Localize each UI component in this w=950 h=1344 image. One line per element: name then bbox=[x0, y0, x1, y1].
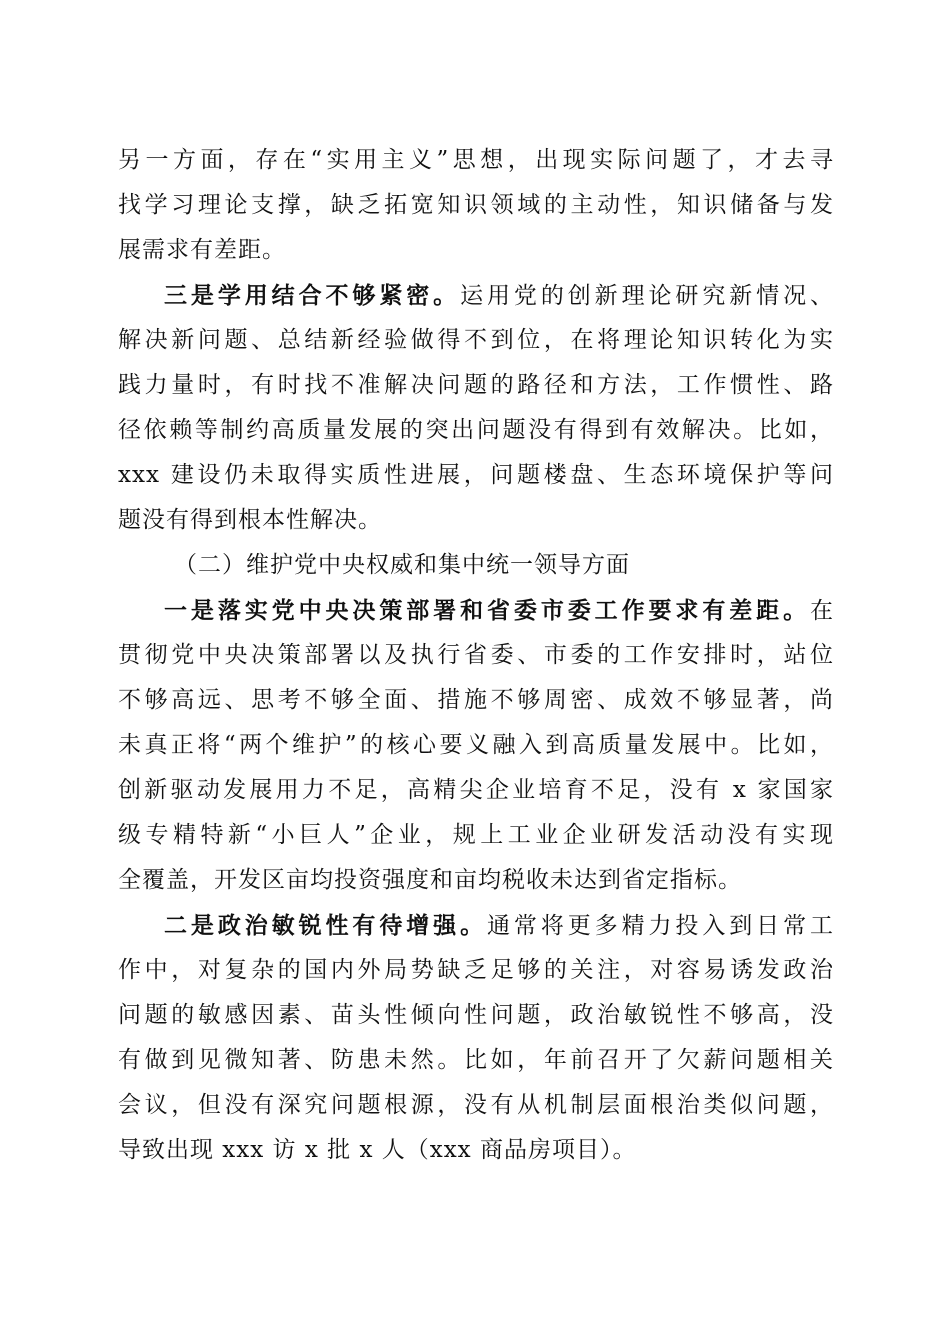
paragraph-line: 径依赖等制约高质量发展的突出问题没有得到有效解决。比如， bbox=[118, 417, 834, 443]
paragraph-first-line bbox=[118, 273, 834, 318]
paragraph-text: 在 bbox=[810, 598, 834, 624]
paragraph-line: 级专精特新“小巨人”企业，规上工业企业研发活动没有实现 bbox=[118, 822, 834, 848]
paragraph-line: 不够高远、思考不够全面、措施不够周密、成效不够显著，尚 bbox=[118, 687, 834, 713]
paragraph-first-line bbox=[118, 588, 834, 633]
paragraph-line: 题没有得到根本性解决。 bbox=[118, 507, 382, 533]
paragraph-line: 问题的敏感因素、苗头性倾向性问题，政治敏锐性不够高，没 bbox=[118, 1002, 834, 1028]
paragraph-line: 解决新问题、总结新经验做得不到位，在将理论知识转化为实 bbox=[118, 327, 834, 353]
paragraph-line: 展需求有差距。 bbox=[118, 237, 286, 263]
paragraph-line: 贯彻党中央决策部署以及执行省委、市委的工作安排时，站位 bbox=[118, 642, 834, 668]
section-heading: （二）维护党中央权威和集中统一领导方面 bbox=[174, 552, 630, 578]
paragraph-line: 践力量时，有时找不准解决问题的路径和方法，工作惯性、路 bbox=[118, 372, 834, 398]
paragraph-line: 作中，对复杂的国内外局势缺乏足够的关注，对容易诱发政治 bbox=[118, 957, 834, 983]
paragraph-lead: 三是学用结合不够紧密。 bbox=[164, 282, 461, 309]
paragraph-line: 导致出现 xxx 访 x 批 x 人（xxx 商品房项目）。 bbox=[118, 1137, 637, 1163]
paragraph-text: 通常将更多精力投入到日常工 bbox=[487, 913, 835, 939]
paragraph-line: 有做到见微知著、防患未然。比如，年前召开了欠薪问题相关 bbox=[118, 1047, 834, 1073]
paragraph-line: 全覆盖，开发区亩均投资强度和亩均税收未达到省定指标。 bbox=[118, 867, 742, 893]
paragraph-line: 创新驱动发展用力不足，高精尖企业培育不足，没有 x 家国家 bbox=[118, 777, 834, 803]
document-body bbox=[118, 138, 834, 1173]
paragraph-line: 会议，但没有深究问题根源，没有从机制层面根治类似问题， bbox=[118, 1092, 834, 1118]
paragraph-line: 未真正将“两个维护”的核心要义融入到高质量发展中。比如， bbox=[118, 732, 834, 758]
paragraph-lead: 二是政治敏锐性有待增强。 bbox=[164, 912, 487, 939]
paragraph-line: xxx 建设仍未取得实质性进展，问题楼盘、生态环境保护等问 bbox=[118, 462, 834, 488]
paragraph-text: 运用党的创新理论研究新情况、 bbox=[460, 283, 835, 309]
paragraph-lead: 一是落实党中央决策部署和省委市委工作要求有差距。 bbox=[164, 597, 810, 624]
paragraph-first-line bbox=[118, 903, 834, 948]
paragraph-line: 另一方面，存在“实用主义”思想，出现实际问题了，才去寻 bbox=[118, 147, 834, 173]
paragraph-line: 找学习理论支撑，缺乏拓宽知识领域的主动性，知识储备与发 bbox=[118, 192, 834, 218]
